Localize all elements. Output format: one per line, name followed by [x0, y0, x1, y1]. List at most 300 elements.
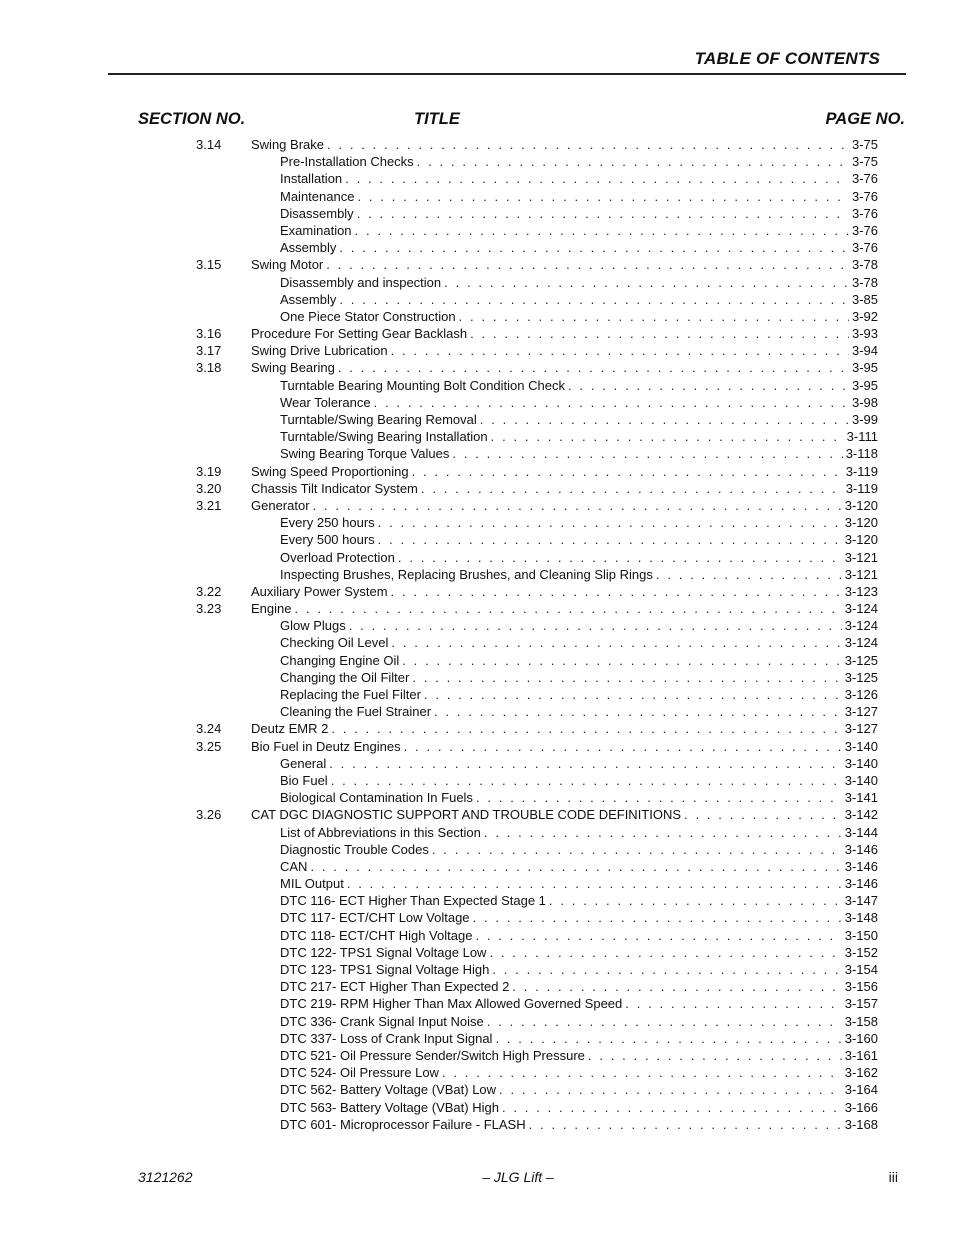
toc-dot-leader	[339, 291, 849, 308]
toc-dot-leader	[355, 222, 849, 239]
toc-entry[interactable]	[0, 1030, 954, 1047]
column-header-title: TITLE	[414, 110, 460, 128]
toc-page-number: 3-94	[851, 343, 878, 359]
toc-entry-line	[280, 170, 878, 187]
toc-page-number: 3-76	[851, 188, 878, 204]
toc-entry-title: Examination	[280, 222, 352, 238]
toc-entry-line	[280, 291, 878, 308]
toc-entry[interactable]	[0, 428, 954, 445]
toc-page-number: 3-85	[851, 291, 878, 307]
toc-dot-leader	[421, 480, 843, 497]
toc-entry-title: Swing Bearing	[251, 360, 335, 376]
toc-page-number: 3-119	[845, 480, 878, 496]
toc-section-number: 3.16	[196, 326, 222, 342]
toc-entry-line	[280, 617, 878, 634]
toc-entry-line	[251, 136, 878, 153]
toc-entry-title: MIL Output	[280, 876, 344, 892]
toc-page-number: 3-120	[844, 497, 878, 513]
toc-entry-line	[280, 875, 878, 892]
toc-dot-leader	[339, 239, 849, 256]
toc-dot-leader	[549, 892, 842, 909]
toc-dot-leader	[473, 909, 842, 926]
toc-entry-line	[280, 445, 878, 462]
toc-section-number: 3.21	[196, 497, 222, 513]
toc-entry-title: Installation	[280, 171, 343, 187]
toc-entry[interactable]	[0, 291, 954, 308]
toc-entry-title: Deutz EMR 2	[251, 721, 329, 737]
toc-entry-title: Wear Tolerance	[280, 394, 371, 410]
toc-entry[interactable]	[0, 978, 954, 995]
toc-entry-line	[251, 806, 878, 823]
toc-entry-line	[280, 239, 878, 256]
toc-entry-title: Replacing the Fuel Filter	[280, 687, 421, 702]
toc-entry-line	[280, 927, 878, 944]
toc-page-number: 3-148	[844, 910, 878, 926]
toc-entry-line	[280, 1116, 878, 1133]
toc-entry-line	[280, 308, 878, 325]
toc-dot-leader	[495, 1030, 841, 1047]
toc-page-number: 3-140	[844, 755, 878, 771]
toc-dot-leader	[470, 325, 849, 342]
toc-dot-leader	[412, 669, 841, 686]
toc-dot-leader	[374, 394, 849, 411]
toc-entry-line	[280, 892, 878, 909]
toc-entry[interactable]	[0, 909, 954, 926]
toc-page-number: 3-124	[844, 618, 878, 634]
toc-entry-title: DTC 337- Loss of Crank Input Signal	[280, 1030, 493, 1046]
toc-page-number: 3-158	[844, 1013, 878, 1029]
toc-entry[interactable]	[0, 153, 954, 170]
toc-entry[interactable]	[0, 600, 954, 617]
toc-entry-title: Chassis Tilt Indicator System	[251, 480, 418, 496]
toc-page-number: 3-164	[844, 1082, 878, 1098]
toc-page-number: 3-144	[844, 824, 878, 840]
toc-entry-title: Pre-Installation Checks	[280, 154, 414, 170]
toc-dot-leader	[347, 875, 842, 892]
toc-entry-title: DTC 563- Battery Voltage (VBat) High	[280, 1099, 499, 1115]
toc-page-number: 3-154	[844, 962, 878, 977]
toc-dot-leader	[491, 428, 844, 445]
toc-entry-line	[280, 858, 878, 875]
toc-entry[interactable]	[0, 308, 954, 325]
toc-entry-title: DTC 336- Crank Signal Input Noise	[280, 1013, 484, 1029]
toc-dot-leader	[529, 1116, 842, 1133]
toc-page-number: 3-146	[844, 876, 878, 892]
toc-entry-line	[280, 153, 878, 170]
toc-entry-line	[280, 428, 878, 445]
toc-entry[interactable]	[0, 205, 954, 222]
toc-dot-leader	[357, 188, 849, 205]
toc-dot-leader	[432, 841, 842, 858]
toc-page-number: 3-124	[844, 601, 878, 617]
toc-page-number: 3-146	[844, 858, 878, 874]
toc-entry-line	[280, 995, 878, 1012]
toc-dot-leader	[424, 686, 842, 703]
toc-page-number: 3-125	[844, 652, 878, 668]
toc-page-number: 3-120	[844, 515, 878, 531]
toc-entry-line	[280, 549, 878, 566]
toc-entry[interactable]	[0, 411, 954, 428]
toc-dot-leader	[313, 497, 842, 514]
toc-entry[interactable]	[0, 342, 954, 359]
toc-dot-leader	[338, 359, 849, 376]
toc-entry-title: Checking Oil Level	[280, 635, 389, 651]
column-header-section: SECTION NO.	[138, 110, 246, 128]
toc-page-number: 3-98	[851, 394, 878, 410]
toc-entry-title: Generator	[251, 497, 310, 513]
toc-dot-leader	[412, 463, 843, 480]
toc-page-number: 3-125	[844, 669, 878, 685]
toc-section-number: 3.23	[196, 601, 222, 617]
toc-entry[interactable]	[0, 995, 954, 1012]
toc-entry[interactable]	[0, 806, 954, 823]
toc-entry[interactable]	[0, 1047, 954, 1064]
toc-dot-leader	[434, 703, 842, 720]
toc-dot-leader	[378, 514, 842, 531]
toc-dot-leader	[480, 411, 849, 428]
footer-brand: – JLG Lift –	[482, 1169, 554, 1185]
toc-entry[interactable]	[0, 772, 954, 789]
toc-section-number: 3.26	[196, 807, 222, 823]
toc-entry[interactable]	[0, 1116, 954, 1133]
toc-entry-title: DTC 117- ECT/CHT Low Voltage	[280, 910, 470, 926]
toc-dot-leader	[398, 549, 842, 566]
toc-entry[interactable]	[0, 703, 954, 720]
toc-page-number: 3-157	[844, 996, 878, 1012]
toc-dot-leader	[476, 789, 842, 806]
toc-entry[interactable]	[0, 961, 954, 978]
toc-entry-title: Changing the Oil Filter	[280, 669, 410, 685]
toc-entry-title: Disassembly	[280, 205, 354, 221]
toc-entry-line	[280, 789, 878, 806]
toc-entry-title: Swing Brake	[251, 137, 324, 152]
toc-dot-leader	[492, 961, 841, 978]
toc-section-number: 3.20	[196, 480, 222, 496]
toc-entry-line	[280, 222, 878, 239]
toc-entry[interactable]	[0, 944, 954, 961]
toc-entry-title: DTC 118- ECT/CHT High Voltage	[280, 927, 473, 943]
toc-entry-title: Disassembly and inspection	[280, 274, 442, 290]
toc-entry[interactable]	[0, 394, 954, 411]
toc-dot-leader	[391, 583, 842, 600]
toc-section-number: 3.17	[196, 343, 222, 359]
toc-page-number: 3-140	[844, 738, 878, 754]
toc-dot-leader	[391, 634, 841, 651]
toc-dot-leader	[499, 1081, 842, 1098]
toc-dot-leader	[331, 720, 841, 737]
toc-section-number: 3.22	[196, 583, 222, 599]
toc-page-number: 3-161	[844, 1047, 878, 1063]
toc-entry-title: Every 500 hours	[280, 532, 375, 548]
toc-dot-leader	[568, 377, 849, 394]
toc-entry[interactable]	[0, 274, 954, 291]
toc-dot-leader	[684, 806, 842, 823]
toc-entry[interactable]	[0, 136, 954, 153]
toc-entry[interactable]	[0, 222, 954, 239]
toc-page-number: 3-124	[844, 635, 878, 651]
toc-page-number: 3-160	[844, 1030, 878, 1046]
toc-entry-line	[280, 274, 878, 291]
toc-entry[interactable]	[0, 549, 954, 566]
toc-entry[interactable]	[0, 445, 954, 462]
toc-page-number: 3-119	[845, 463, 878, 479]
toc-entry[interactable]	[0, 652, 954, 669]
toc-entry-line	[280, 686, 878, 703]
toc-dot-leader	[656, 566, 842, 583]
toc-page-number: 3-152	[844, 944, 878, 960]
toc-entry[interactable]	[0, 566, 954, 583]
toc-entry-title: Bio Fuel in Deutz Engines	[251, 738, 401, 754]
toc-section-number: 3.25	[196, 738, 222, 754]
toc-entry-line	[280, 1030, 878, 1047]
toc-entry-line	[280, 634, 878, 651]
toc-dot-leader	[310, 858, 841, 875]
toc-entry-title: One Piece Stator Construction	[280, 308, 456, 324]
toc-entry-line	[251, 738, 878, 755]
toc-page-number: 3-166	[844, 1099, 878, 1115]
toc-dot-leader	[391, 342, 849, 359]
toc-entry-line	[280, 841, 878, 858]
toc-entry-line	[280, 394, 878, 411]
toc-entry-title: Cleaning the Fuel Strainer	[280, 704, 432, 720]
toc-entry[interactable]	[0, 1064, 954, 1081]
toc-entry[interactable]	[0, 1099, 954, 1116]
toc-dot-leader	[404, 738, 842, 755]
toc-entry-line	[251, 497, 878, 514]
toc-entry-title: DTC 521- Oil Pressure Sender/Switch High Pressure	[280, 1047, 585, 1063]
toc-entry[interactable]	[0, 377, 954, 394]
toc-section-number: 3.15	[196, 257, 222, 273]
toc-page-number: 3-120	[844, 532, 878, 548]
toc-entry-line	[280, 772, 878, 789]
toc-entry[interactable]	[0, 858, 954, 875]
toc-entry-title: CAN	[280, 858, 308, 874]
toc-entry-title: Swing Speed Proportioning	[251, 463, 409, 479]
toc-entry-line	[280, 652, 878, 669]
toc-entry[interactable]	[0, 359, 954, 376]
toc-page-number: 3-127	[844, 721, 878, 737]
toc-entry[interactable]	[0, 669, 954, 686]
toc-entry-line	[280, 377, 878, 394]
toc-entry-title: Overload Protection	[280, 549, 395, 565]
toc-entry[interactable]	[0, 256, 954, 273]
toc-entry-title: Changing Engine Oil	[280, 652, 400, 668]
toc-page-number: 3-146	[844, 841, 878, 857]
toc-dot-leader	[329, 755, 842, 772]
toc-entry[interactable]	[0, 497, 954, 514]
toc-entry[interactable]	[0, 755, 954, 772]
toc-entry[interactable]	[0, 634, 954, 651]
toc-dot-leader	[475, 927, 841, 944]
toc-dot-leader	[502, 1099, 842, 1116]
toc-entry-line	[280, 1064, 878, 1081]
toc-entry-title: DTC 217- ECT Higher Than Expected 2	[280, 979, 510, 995]
toc-entry-line	[251, 463, 878, 480]
toc-entry-title: General	[280, 755, 327, 771]
toc-entry-line	[251, 256, 878, 273]
toc-dot-leader	[489, 944, 841, 961]
toc-entry[interactable]	[0, 841, 954, 858]
toc-entry-line	[280, 669, 878, 686]
toc-dot-leader	[402, 652, 842, 669]
toc-entry-title: List of Abbreviations in this Section	[280, 824, 481, 840]
toc-entry[interactable]	[0, 789, 954, 806]
toc-entry-title: DTC 601- Microprocessor Failure - FLASH	[280, 1116, 526, 1132]
toc-entry-line	[280, 909, 878, 926]
toc-entry-title: DTC 562- Battery Voltage (VBat) Low	[280, 1082, 497, 1098]
toc-entry[interactable]	[0, 1081, 954, 1098]
toc-entry[interactable]	[0, 720, 954, 737]
toc-entry[interactable]	[0, 325, 954, 342]
toc-entry-line	[280, 978, 878, 995]
toc-entry[interactable]	[0, 239, 954, 256]
toc-page-number: 3-162	[844, 1065, 878, 1081]
toc-entry-line	[251, 720, 878, 737]
toc-entry[interactable]	[0, 617, 954, 634]
toc-entry-title: Glow Plugs	[280, 618, 346, 634]
toc-page-number: 3-75	[851, 137, 878, 152]
toc-entry-title: DTC 219- RPM Higher Than Max Allowed Governed Speed	[280, 996, 623, 1012]
toc-dot-leader	[349, 617, 842, 634]
toc-dot-leader	[327, 136, 849, 153]
toc-dot-leader	[444, 274, 849, 291]
toc-page-number: 3-118	[845, 446, 878, 462]
toc-entry-line	[280, 411, 878, 428]
toc-entry-title: Procedure For Setting Gear Backlash	[251, 326, 468, 342]
toc-entry-title: DTC 116- ECT Higher Than Expected Stage 1	[280, 893, 546, 909]
toc-entry-title: DTC 122- TPS1 Signal Voltage Low	[280, 944, 487, 960]
toc-entry[interactable]	[0, 927, 954, 944]
toc-page-number: 3-95	[851, 360, 878, 376]
column-header-page: PAGE NO.	[825, 110, 905, 128]
toc-page-number: 3-140	[844, 772, 878, 788]
toc-entry-line	[280, 1099, 878, 1116]
toc-page-number: 3-127	[844, 704, 878, 720]
toc-entry-line	[280, 703, 878, 720]
toc-entry-line	[280, 514, 878, 531]
toc-entry[interactable]	[0, 824, 954, 841]
toc-entry-title: Turntable/Swing Bearing Removal	[280, 412, 477, 427]
toc-dot-leader	[294, 600, 841, 617]
toc-dot-leader	[357, 205, 849, 222]
toc-section-number: 3.24	[196, 721, 222, 737]
toc-entry-title: Biological Contamination In Fuels	[280, 790, 473, 806]
toc-entry[interactable]	[0, 514, 954, 531]
toc-entry-line	[280, 755, 878, 772]
toc-dot-leader	[512, 978, 841, 995]
toc-entry[interactable]	[0, 480, 954, 497]
toc-entry[interactable]	[0, 875, 954, 892]
toc-entry-line	[280, 205, 878, 222]
toc-entry[interactable]	[0, 686, 954, 703]
toc-page-number: 3-147	[844, 893, 878, 909]
toc-page-number: 3-168	[844, 1116, 878, 1132]
toc-entry-title: Maintenance	[280, 188, 355, 204]
header-divider	[108, 73, 906, 75]
toc-page-number: 3-95	[851, 377, 878, 393]
toc-entry[interactable]	[0, 170, 954, 187]
toc-page-number: 3-78	[851, 257, 878, 273]
toc-entry-line	[251, 342, 878, 359]
toc-page-number: 3-92	[851, 308, 878, 324]
toc-entry[interactable]	[0, 583, 954, 600]
toc-dot-leader	[378, 531, 842, 548]
toc-entry-title: Turntable Bearing Mounting Bolt Condition Check	[280, 377, 565, 393]
toc-entry-title: Bio Fuel	[280, 772, 328, 788]
toc-page-number: 3-141	[844, 790, 878, 806]
toc-entry-title: Turntable/Swing Bearing Installation	[280, 429, 488, 445]
toc-page-number: 3-156	[844, 979, 878, 995]
table-of-contents-list	[0, 136, 954, 1133]
toc-page-number: 3-76	[851, 222, 878, 238]
toc-page-number: 3-93	[851, 326, 878, 342]
toc-page-number: 3-75	[851, 154, 878, 170]
toc-entry-line	[251, 325, 878, 342]
toc-page-number: 3-142	[844, 807, 878, 823]
toc-entry-line	[251, 583, 878, 600]
toc-section-number: 3.18	[196, 360, 222, 376]
toc-entry-title: Assembly	[280, 240, 337, 256]
toc-page-number: 3-121	[844, 566, 878, 582]
toc-page-number: 3-150	[844, 927, 878, 943]
footer-page-number: iii	[888, 1169, 898, 1185]
toc-page-number: 3-126	[844, 687, 878, 702]
toc-dot-leader	[452, 445, 842, 462]
footer-doc-number: 3121262	[138, 1169, 193, 1185]
toc-page-number: 3-76	[851, 205, 878, 221]
toc-dot-leader	[442, 1064, 842, 1081]
toc-entry-line	[280, 531, 878, 548]
toc-dot-leader	[484, 824, 842, 841]
toc-dot-leader	[487, 1013, 842, 1030]
toc-page-number: 3-78	[851, 274, 878, 290]
toc-entry-title: Inspecting Brushes, Replacing Brushes, and Cleaning Slip Rings	[280, 566, 653, 582]
toc-dot-leader	[326, 256, 849, 273]
toc-entry[interactable]	[0, 738, 954, 755]
toc-entry[interactable]	[0, 463, 954, 480]
toc-dot-leader	[417, 153, 849, 170]
toc-page-number: 3-76	[851, 171, 878, 187]
toc-entry-title: Swing Drive Lubrication	[251, 343, 388, 359]
toc-entry-title: DTC 524- Oil Pressure Low	[280, 1065, 439, 1081]
toc-entry-line	[251, 359, 878, 376]
toc-entry-line	[280, 1081, 878, 1098]
toc-entry-title: Every 250 hours	[280, 515, 375, 531]
toc-entry-title: CAT DGC DIAGNOSTIC SUPPORT AND TROUBLE CODE DEFINITIONS	[251, 807, 682, 823]
toc-dot-leader	[345, 170, 849, 187]
toc-entry-line	[251, 480, 878, 497]
toc-entry-line	[280, 1013, 878, 1030]
toc-entry-line	[280, 1047, 878, 1064]
toc-entry-title: Swing Bearing Torque Values	[280, 446, 450, 462]
page-header-title: TABLE OF CONTENTS	[694, 49, 880, 68]
toc-section-number: 3.19	[196, 463, 222, 479]
toc-page-number: 3-123	[844, 583, 878, 599]
toc-entry[interactable]	[0, 1013, 954, 1030]
toc-dot-leader	[459, 308, 849, 325]
toc-entry[interactable]	[0, 531, 954, 548]
toc-entry[interactable]	[0, 188, 954, 205]
toc-dot-leader	[588, 1047, 842, 1064]
toc-entry-title: Diagnostic Trouble Codes	[280, 841, 429, 857]
toc-entry-line	[280, 961, 878, 978]
toc-entry-line	[280, 566, 878, 583]
toc-page-number: 3-76	[851, 240, 878, 256]
toc-entry-title: Swing Motor	[251, 257, 324, 273]
toc-dot-leader	[625, 995, 841, 1012]
toc-entry[interactable]	[0, 892, 954, 909]
toc-entry-line	[280, 944, 878, 961]
